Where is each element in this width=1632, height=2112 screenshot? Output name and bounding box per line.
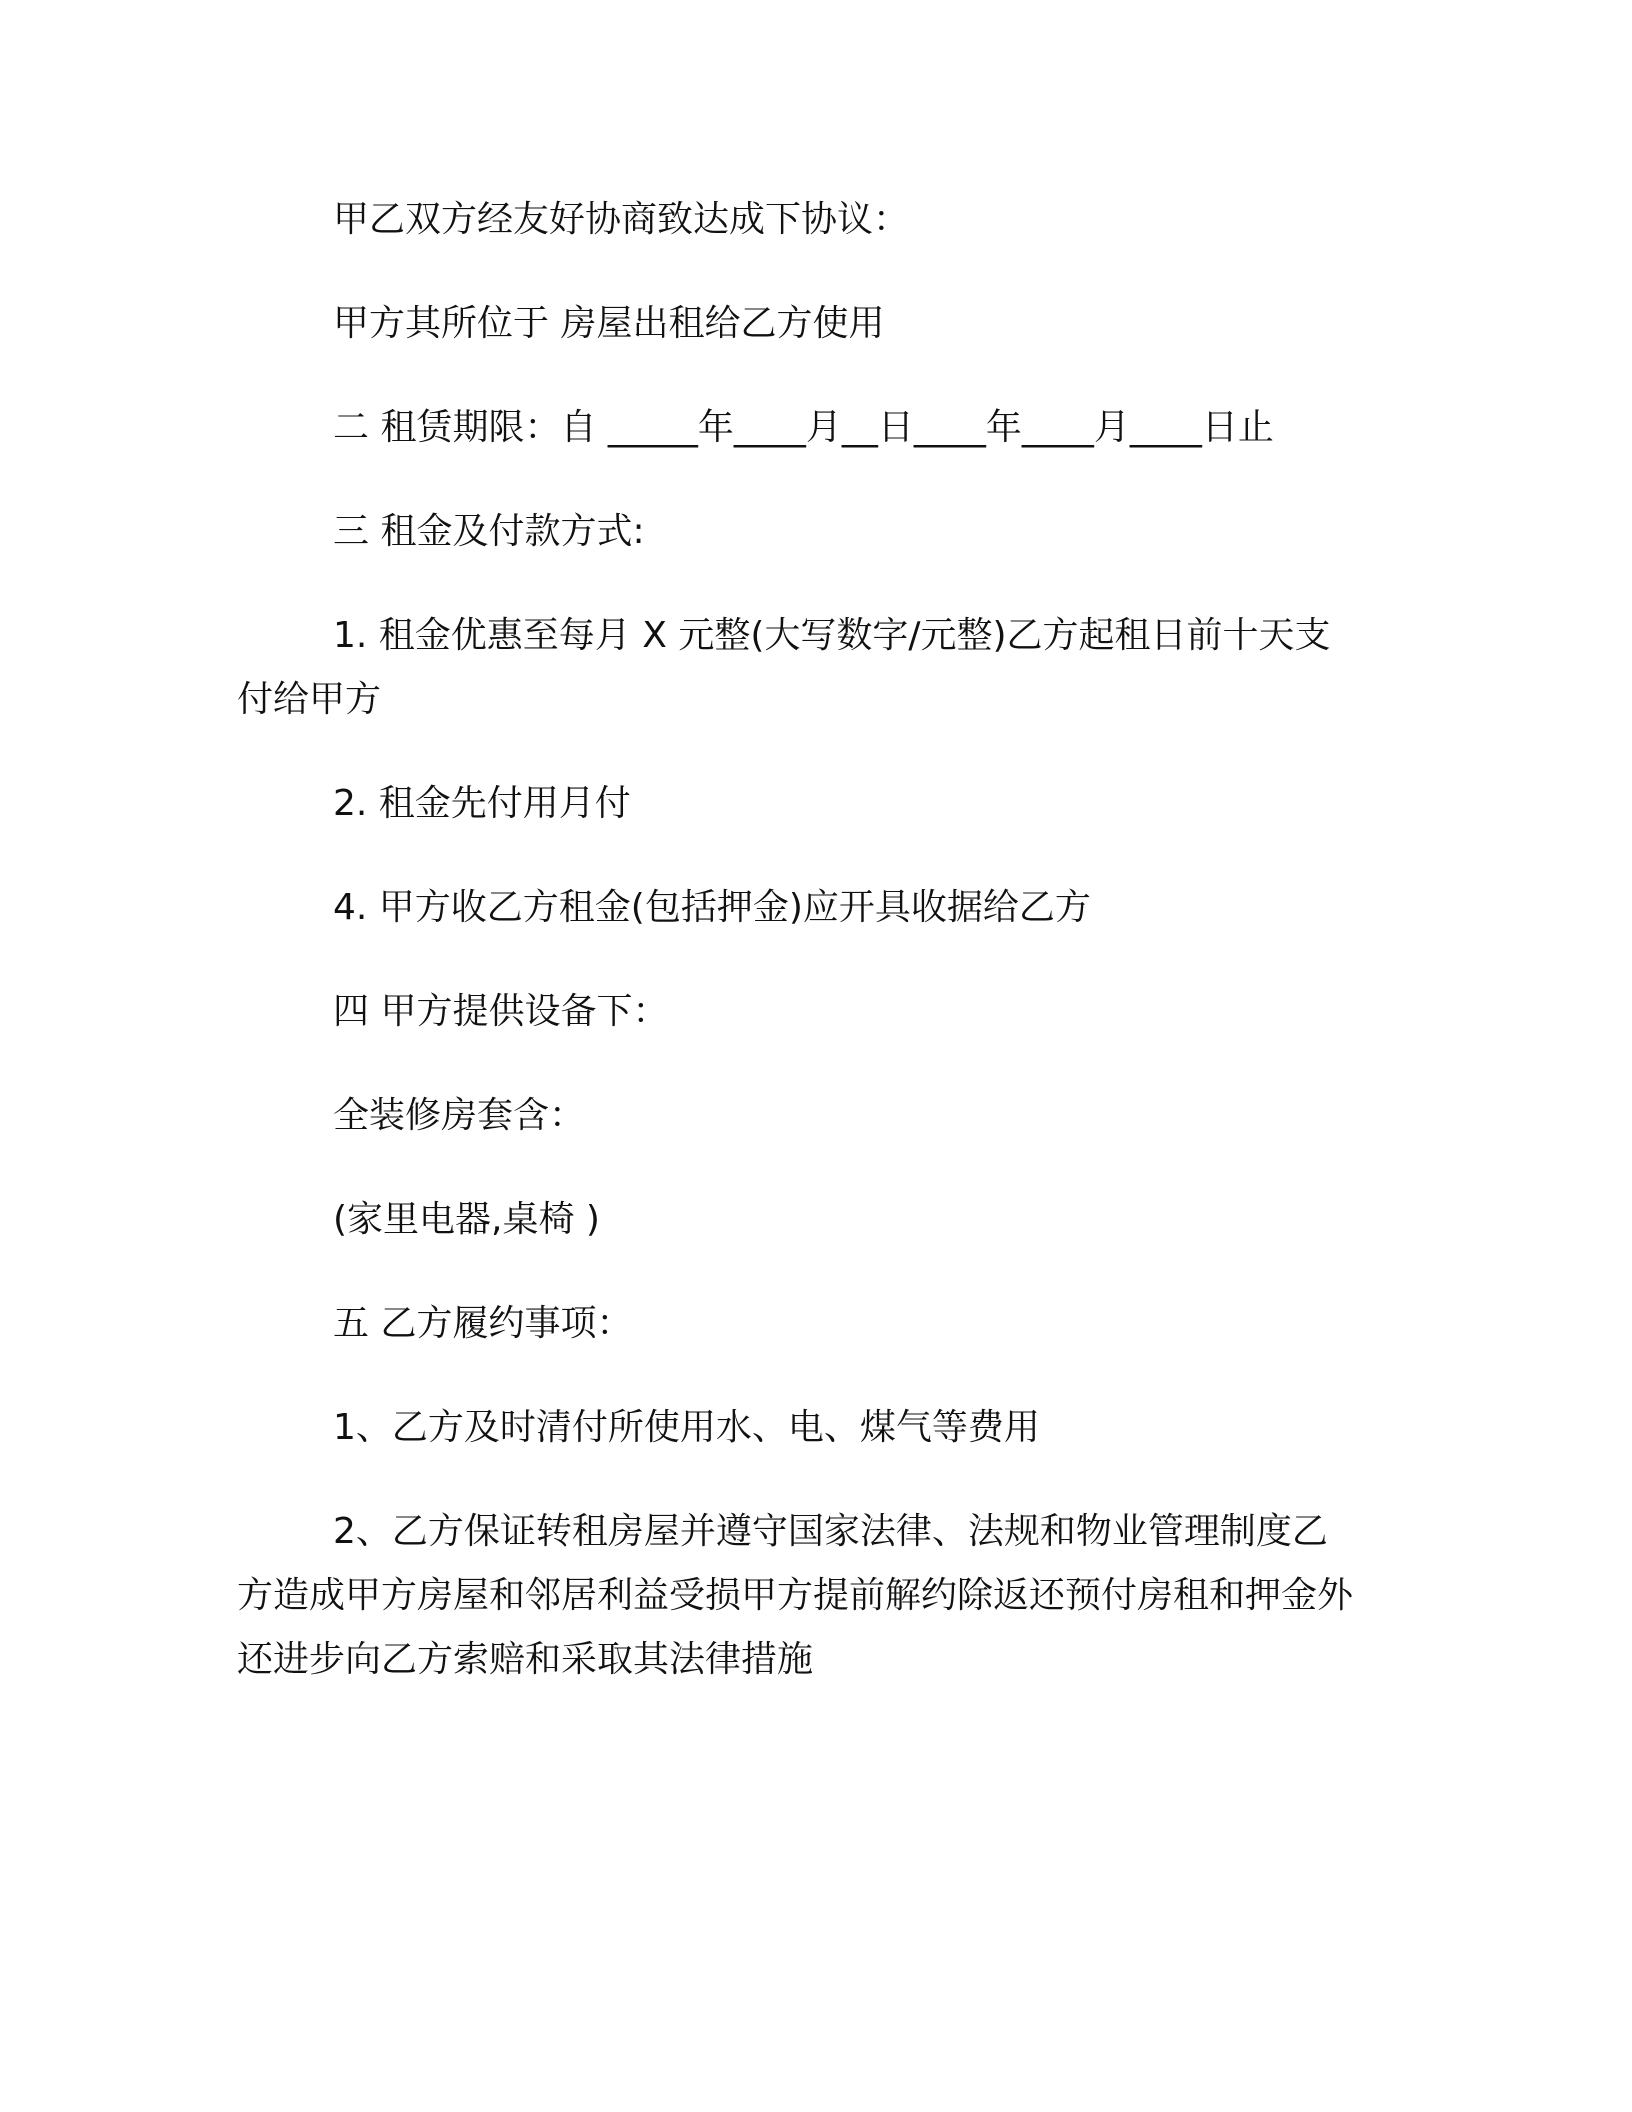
paragraph-equipment-heading: 四 甲方提供设备下： xyxy=(333,991,669,1032)
paragraph-utilities: 1、乙方及时清付所使用水、电、煤气等费用 xyxy=(333,1407,1040,1448)
paragraph-property-lease: 甲方其所位于 房屋出租给乙方使用 xyxy=(333,303,885,344)
document-body xyxy=(237,188,1357,1732)
paragraph-agreement-intro: 甲乙双方经友好协商致达成下协议： xyxy=(333,199,910,240)
paragraph-compliance: 2、乙方保证转租房屋并遵守国家法律、法规和物业管理制度乙方造成甲方房屋和邻居利益受损甲方提前解约除返还预付房租和押金外还进步向乙方索赔和采取其法律措施 xyxy=(237,1511,1354,1680)
paragraph-appliances: (家里电器,桌椅 ) xyxy=(333,1199,600,1240)
paragraph-lease-term: 二 租赁期限：自 _____年____月__日____年____月____日止 xyxy=(333,407,1274,448)
paragraph-rent-monthly: 2. 租金先付用月付 xyxy=(333,783,631,824)
paragraph-furnished: 全装修房套含： xyxy=(333,1095,586,1136)
paragraph-receipt: 4. 甲方收乙方租金(包括押金)应开具收据给乙方 xyxy=(333,887,1091,928)
paragraph-obligations-heading: 五 乙方履约事项： xyxy=(333,1303,633,1344)
paragraph-rent-amount: 1. 租金优惠至每月 X 元整(大写数字/元整)乙方起租日前十天支付给甲方 xyxy=(237,615,1331,720)
paragraph-rent-payment-heading: 三 租金及付款方式: xyxy=(333,511,645,552)
